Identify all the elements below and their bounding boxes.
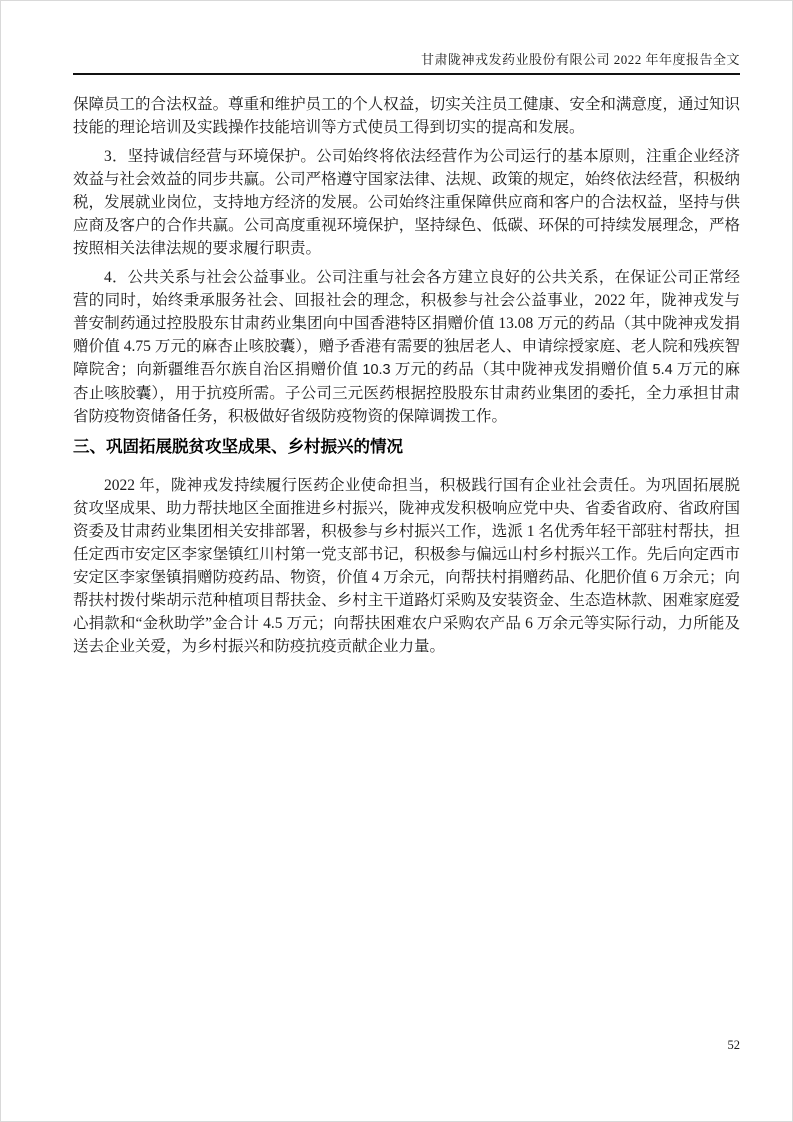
body-paragraph — [73, 145, 740, 260]
body-paragraph — [73, 266, 740, 428]
document-body — [73, 93, 740, 664]
sans-number: 10.3 — [362, 362, 391, 378]
text-run: 万元的麻杏止咳胶囊），用于抗疫所需。子公司三元医药根据控股股东甘肃药业集团的委托，全力承担甘肃省防疫物资储备任务，积极做好省级防疫物资的保障调拨工作。 — [73, 361, 740, 425]
sans-number: 5.4 — [652, 362, 673, 378]
body-paragraph — [73, 93, 740, 139]
header-divider — [73, 73, 740, 75]
body-paragraph — [73, 474, 740, 658]
text-run: 保障员工的合法权益。尊重和维护员工的个人权益，切实关注员工健康、安全和满意度，通过知识技能的理论培训及实践操作技能培训等方式使员工得到切实的提高和发展。 — [73, 96, 740, 136]
report-header-title: 甘肃陇神戎发药业股份有限公司 2022 年年度报告全文 — [420, 52, 740, 67]
text-run: 万元的药品（其中陇神戎发捐赠价值 — [390, 361, 653, 378]
section-heading: 三、巩固拓展脱贫攻坚成果、乡村振兴的情况 — [73, 438, 403, 456]
text-run: 4．公共关系与社会公益事业。公司注重与社会各方建立良好的公共关系，在保证公司正常经营的同时，始终秉承服务社会、回报社会的理念，积极参与社会公益事业，2022 年，陇神戎发与普安制药通过控股股东甘肃药业集团向中国香港特区捐赠价值 13.08 万元的药品（其中陇神戎发捐赠价值 4.75 万元的麻杏止咳胶囊），赠予香港有需要的独居老人、申请综授家庭、老人院和残疾智障院舍；向新疆维吾尔族自治区捐赠价值 — [73, 269, 740, 378]
page-number: 52 — [727, 1038, 740, 1052]
text-run: 2022 年，陇神戎发持续履行医药企业使命担当，积极践行国有企业社会责任。为巩固拓展脱贫攻坚成果、助力帮扶地区全面推进乡村振兴，陇神戎发积极响应党中央、省委省政府、省政府国资委及甘肃药业集团相关安排部署，积极参与乡村振兴工作，选派 1 名优秀年轻干部驻村帮扶，担任定西市安定区李家堡镇红川村第一党支部书记，积极参与偏远山村乡村振兴工作。先后向定西市安定区李家堡镇捐赠防疫药品、物资，价值 4 万余元，向帮扶村捐赠药品、化肥价值 6 万余元；向帮扶村拨付柴胡示范种植项目帮扶金、乡村主干道路灯采购及安装资金、生态造林款、困难家庭爱心捐款和“金秋助学”金合计 4.5 万元；向帮扶困难农户采购农产品 6 万余元等实际行动，力所能及送去企业关爱，为乡村振兴和防疫抗疫贡献企业力量。 — [73, 477, 740, 655]
text-run: 3．坚持诚信经营与环境保护。公司始终将依法经营作为公司运行的基本原则，注重企业经济效益与社会效益的同步共赢。公司严格遵守国家法律、法规、政策的规定，始终依法经营，积极纳税，发展就业岗位，支持地方经济的发展。公司始终注重保障供应商和客户的合法权益，坚持与供应商及客户的合作共赢。公司高度重视环境保护，坚持绿色、低碳、环保的可持续发展理念，严格按照相关法律法规的要求履行职责。 — [73, 148, 740, 257]
